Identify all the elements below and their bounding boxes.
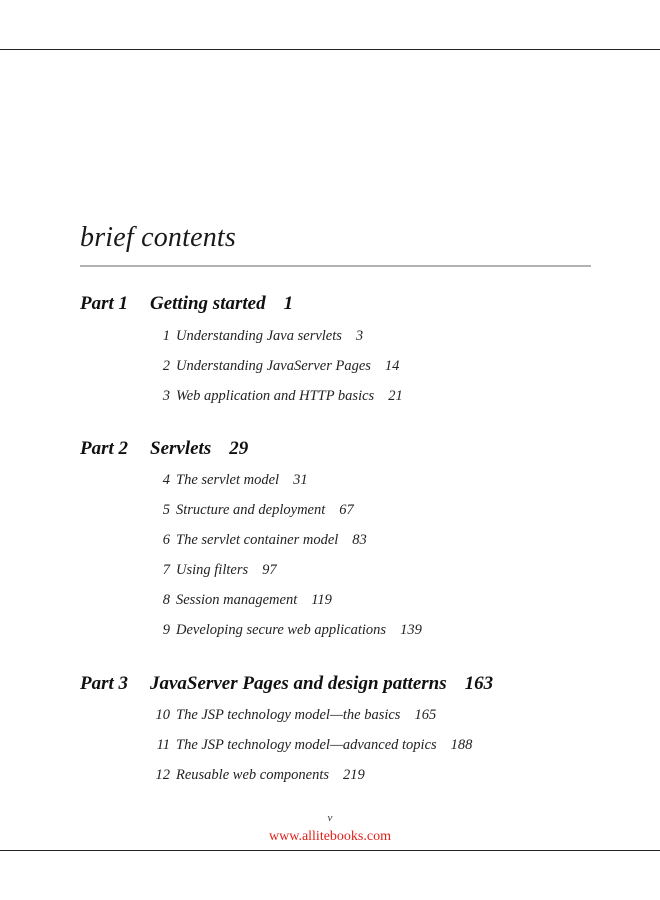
- chapter-entry: [138, 562, 277, 579]
- chapter-page: 3: [355, 328, 364, 344]
- page-folio: v: [327, 812, 333, 824]
- chapter-title: The JSP technology model—advanced topics: [176, 737, 437, 753]
- part-page: 163: [464, 673, 494, 694]
- chapter-page: 188: [450, 737, 473, 753]
- chapter-title: Understanding Java servlets: [176, 328, 342, 344]
- part-page: 29: [229, 438, 249, 459]
- chapter-title: Understanding JavaServer Pages: [176, 358, 371, 374]
- chapter-title: Developing secure web applications: [176, 622, 387, 638]
- chapter-page: 67: [339, 502, 354, 518]
- chapter-page: 21: [388, 388, 403, 404]
- chapter-page: 83: [352, 532, 367, 548]
- chapter-number: 9: [162, 622, 170, 638]
- chapter-page: 139: [400, 622, 422, 638]
- chapter-number: 12: [155, 767, 170, 783]
- chapter-title: The servlet container model: [176, 532, 339, 548]
- part-name: JavaServer Pages and design patterns: [150, 673, 447, 694]
- chapter-title: Session management: [176, 592, 298, 608]
- part-name: Servlets: [150, 438, 212, 459]
- chapter-number: 7: [162, 562, 170, 578]
- chapter-page: 165: [414, 707, 437, 723]
- footer-website-link[interactable]: www.allitebooks.com: [269, 829, 391, 844]
- chapter-title: Structure and deployment: [176, 502, 326, 518]
- chapter-entry: [138, 472, 308, 489]
- chapter-page: 119: [311, 592, 332, 608]
- chapter-entry: [138, 707, 436, 724]
- chapter-number: 2: [162, 358, 170, 374]
- chapter-page: 14: [384, 358, 400, 374]
- part-page: 1: [283, 293, 294, 314]
- chapter-number: 4: [162, 472, 170, 488]
- chapter-title: The servlet model: [176, 472, 280, 488]
- chapter-entry: [138, 532, 367, 549]
- chapter-entry: [138, 767, 365, 784]
- chapter-number: 10: [155, 707, 170, 723]
- part-label: Part 2: [80, 438, 129, 459]
- chapter-entry: [138, 737, 472, 754]
- chapter-entry: [138, 328, 363, 345]
- chapter-title: Web application and HTTP basics: [176, 388, 375, 404]
- page-title: brief contents: [80, 222, 236, 253]
- title-underline: [80, 265, 591, 267]
- chapter-number: 3: [162, 388, 170, 404]
- chapter-number: 1: [162, 328, 170, 344]
- part-heading: [80, 673, 493, 695]
- chapter-entry: [138, 388, 403, 405]
- chapter-title: Reusable web components: [176, 767, 330, 783]
- chapter-number: 6: [162, 532, 170, 548]
- chapter-number: 8: [162, 592, 170, 608]
- chapter-entry: [138, 358, 399, 375]
- part-heading: [80, 438, 248, 460]
- chapter-title: The JSP technology model—the basics: [176, 707, 401, 723]
- part-name: Getting started: [150, 293, 266, 314]
- top-rule: [0, 49, 660, 50]
- chapter-entry: [138, 592, 332, 609]
- chapter-entry: [138, 622, 422, 639]
- part-label: Part 3: [80, 673, 129, 694]
- chapter-page: 97: [262, 562, 277, 578]
- bottom-rule: [0, 850, 660, 851]
- chapter-title: Using filters: [176, 562, 249, 578]
- chapter-page: 31: [293, 472, 308, 488]
- chapter-entry: [138, 502, 354, 519]
- chapter-number: 5: [162, 502, 170, 518]
- chapter-number: 11: [156, 737, 170, 753]
- part-label: Part 1: [80, 293, 129, 314]
- chapter-page: 219: [343, 767, 365, 783]
- part-heading: [80, 293, 293, 315]
